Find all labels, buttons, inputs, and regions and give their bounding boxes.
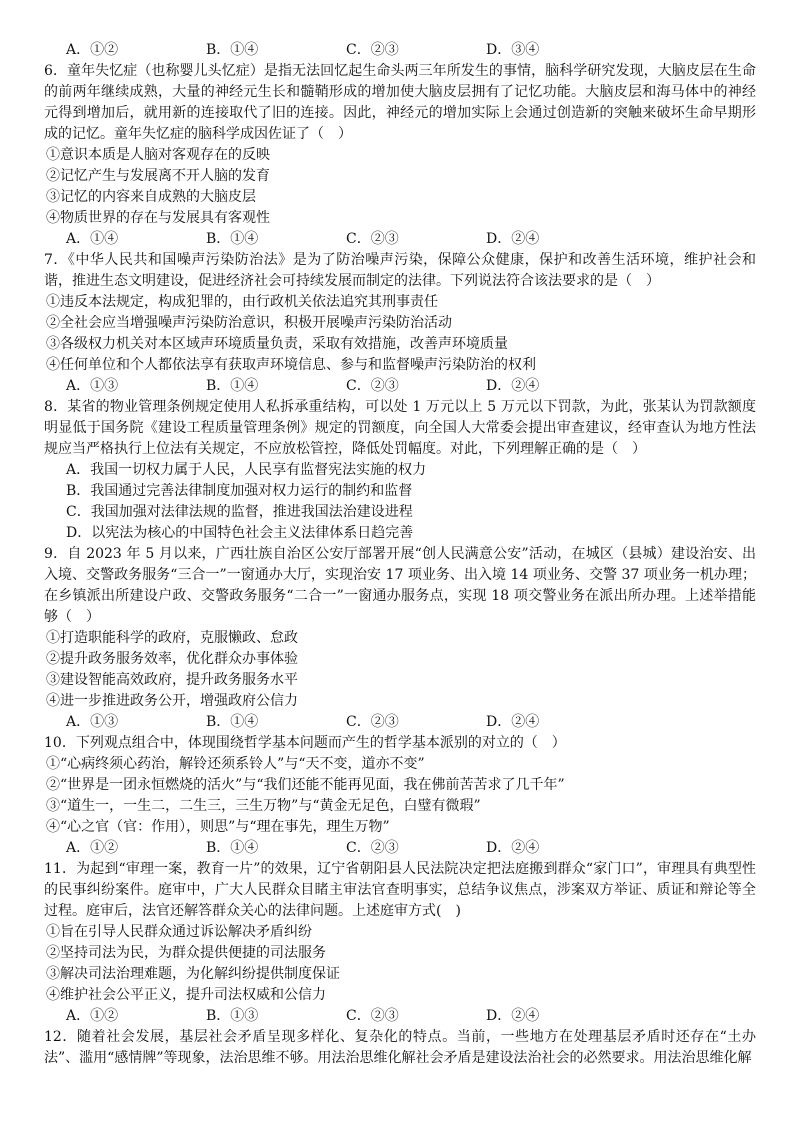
q11-choices <box>44 1006 756 1027</box>
exam-page <box>44 40 756 1069</box>
q6-option-3: ③记忆的内容来自成熟的大脑皮层 <box>46 189 256 205</box>
q6-option-4: ④物质世界的存在与发展具有客观性 <box>46 210 270 226</box>
q6-choices <box>44 229 756 250</box>
q9-option-3: ③建设智能高效政府，提升政务服务水平 <box>46 672 298 688</box>
q11-option-4: ④维护社会公平正义，提升司法权威和公信力 <box>46 987 326 1003</box>
q10-option-4: ④“心之官（官：作用），则思”与“理在事先，理生万物” <box>46 819 390 835</box>
choice-b: B．①③ <box>206 1008 259 1024</box>
choice-d: D．②④ <box>486 231 540 247</box>
choice-c: C．②③ <box>346 378 399 394</box>
choice-c: C．②③ <box>346 1008 399 1024</box>
choice-b: B．①④ <box>206 231 259 247</box>
q9-stem: 9．自 2023 年 5 月以来，广西壮族自治区公安厅部署开展“创人民满意公安”活动，在城区（县城）建设治安、出入境、交警政务服务“三合一”一窗通办大厅，实现治安 17 项业务、出入境 14 项业务、交警 37 项业务一机办理；在乡镇派出所建设户政、交警政务服务“二合一”一窗通办服务点，实现 18 项交警业务在派出所办理。上述举措能够（ ） <box>44 546 756 625</box>
choice-b: B．①④ <box>206 378 259 394</box>
choice-d: D．②④ <box>486 714 540 730</box>
choice-c: C．②③ <box>346 714 399 730</box>
q8-option-c: C．我国加强对法律法规的监督，推进我国法治建设进程 <box>66 504 413 520</box>
q6-option-1: ①意识本质是人脑对客观存在的反映 <box>46 147 270 163</box>
q8-option-d: D．以宪法为核心的中国特色社会主义法律体系日趋完善 <box>66 525 414 541</box>
choice-a: A．①② <box>66 42 119 58</box>
q9-choices <box>44 712 756 733</box>
q7-option-4: ④任何单位和个人都依法享有获取声环境信息、参与和监督噪声污染防治的权利 <box>46 357 536 373</box>
q7-choices <box>44 376 756 397</box>
q10-option-3: ③“道生一，一生二，二生三，三生万物”与“黄金无足色，白璧有微瑕” <box>46 798 481 814</box>
choice-c: C．②③ <box>346 231 399 247</box>
q11-stem: 11．为起到“审理一案，教育一片”的效果，辽宁省朝阳县人民法院决定把法庭搬到群众“家门口”，审理具有典型性的民事纠纷案件。庭审中，广大人民群众目睹主审法官查明事实，总结争议焦点，涉案双方举证、质证和辩论等全过程。庭审后，法官还解答群众关心的法律问题。上述庭审方式( ) <box>44 861 756 919</box>
choice-c: C．②③ <box>346 840 399 856</box>
q7-option-2: ②全社会应当增强噪声污染防治意识，积极开展噪声污染防治活动 <box>46 315 452 331</box>
q9-option-2: ②提升政务服务效率，优化群众办事体验 <box>46 651 298 667</box>
choice-b: B．①④ <box>206 714 259 730</box>
q6-stem: 6．童年失忆症（也称婴儿头忆症）是指无法回忆起生命头两三年所发生的事情，脑科学研究发现，大脑皮层在生命的前两年继续成熟，大量的神经元生长和髓鞘形成的增加使大脑皮层拥有了记忆功能。大脑皮层和海马体中的神经元得到增加后，就用新的连接取代了旧的连接。因此，神经元的增加实际上会通过创造新的突触来破坏生命早期形成的记忆。童年失忆症的脑科学成因佐证了（ ） <box>44 63 756 142</box>
q10-stem: 10．下列观点组合中，体现围绕哲学基本问题而产生的哲学基本派别的对立的（ ） <box>44 735 566 751</box>
choice-a: A．①③ <box>66 714 119 730</box>
choice-a: A．①③ <box>66 378 119 394</box>
choice-c: C．②③ <box>346 42 399 58</box>
q12-stem: 12．随着社会发展，基层社会矛盾呈现多样化、复杂化的特点。当前，一些地方在处理基层矛盾时还存在“土办法”、滥用“感情牌”等现象，法治思维不够。用法治思维化解社会矛盾是建设法治社会的必然要求。用法治思维化解 <box>44 1029 756 1066</box>
q11-option-2: ②坚持司法为民，为群众提供便捷的司法服务 <box>46 945 326 961</box>
choice-d: D．③④ <box>486 42 540 58</box>
q11-option-1: ①旨在引导人民群众通过诉讼解决矛盾纠纷 <box>46 924 312 940</box>
q7-stem: 7．《中华人民共和国噪声污染防治法》是为了防治噪声污染，保障公众健康，保护和改善生活环境，维护社会和谐，推进生态文明建设，促进经济社会可持续发展而制定的法律。下列说法符合该法要求的是（ ） <box>44 252 756 289</box>
choice-a: A．①② <box>66 1008 119 1024</box>
choice-b: B．①④ <box>206 840 259 856</box>
q11-option-3: ③解决司法治理难题，为化解纠纷提供制度保证 <box>46 966 340 982</box>
choice-d: D．②④ <box>486 1008 540 1024</box>
q9-option-4: ④进一步推进政务公开，增强政府公信力 <box>46 693 298 709</box>
choice-b: B．①④ <box>206 42 259 58</box>
choice-a: A．①② <box>66 840 119 856</box>
q8-stem: 8．某省的物业管理条例规定使用人私拆承重结构，可以处 1 万元以上 5 万元以下罚款，为此，张某认为罚款额度明显低于国务院《建设工程质量管理条例》规定的罚额度，向全国人大常委会提出审查建议，经审查认为地方性法规应当严格执行上位法有关规定，不应放松管控，降低处罚幅度。对此，下列理解正确的是（ ） <box>44 399 756 457</box>
q7-option-3: ③各级权力机关对本区域声环境质量负责，采取有效措施，改善声环境质量 <box>46 336 508 352</box>
q10-option-2: ②“世界是一团永恒燃烧的活火”与“我们还能不能再见面，我在佛前苦苦求了几千年” <box>46 777 565 793</box>
q5-choices <box>44 40 756 61</box>
q9-option-1: ①打造职能科学的政府，克服懒政、怠政 <box>46 630 298 646</box>
q8-option-b: B．我国通过完善法律制度加强对权力运行的制约和监督 <box>66 483 413 499</box>
q10-option-1: ①“心病终须心药治，解铃还须系铃人”与“天不变，道亦不变” <box>46 756 425 772</box>
choice-d: D．②④ <box>486 840 540 856</box>
q7-option-1: ①违反本法规定，构成犯罪的，由行政机关依法追究其刑事责任 <box>46 294 438 310</box>
choice-a: A．①④ <box>66 231 119 247</box>
q8-option-a: A．我国一切权力属于人民，人民享有监督宪法实施的权力 <box>66 462 427 478</box>
q10-choices <box>44 838 756 859</box>
choice-d: D．②④ <box>486 378 540 394</box>
q6-option-2: ②记忆产生与发展离不开人脑的发育 <box>46 168 270 184</box>
